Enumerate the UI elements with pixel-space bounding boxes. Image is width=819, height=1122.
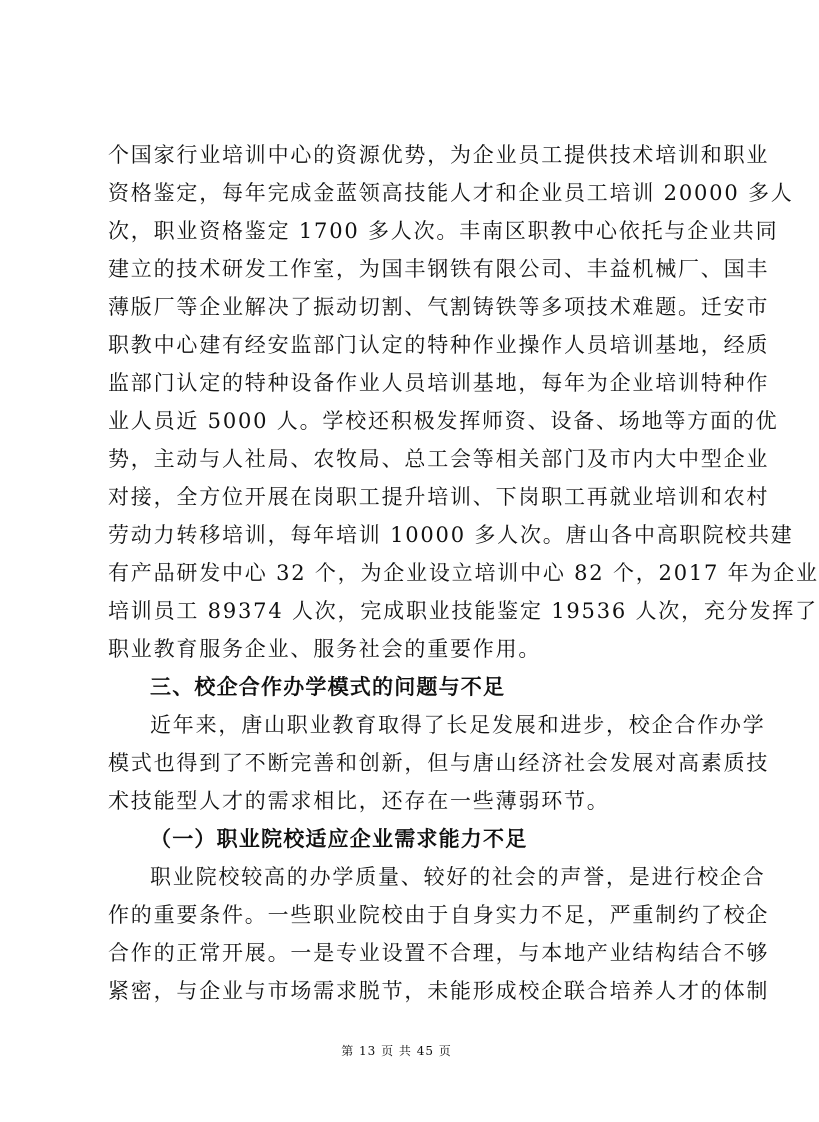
paragraph-line: 个国家行业培训中心的资源优势，为企业员工提供技术培训和职业 (108, 143, 770, 167)
paragraph-line: 对接，全方位开展在岗职工提升培训、下岗职工再就业培训和农村 (108, 485, 770, 509)
paragraph-line: 薄版厂等企业解决了振动切割、气割铸铁等多项技术难题。迁安市 (108, 295, 770, 319)
paragraph-line: 职教中心建有经安监部门认定的特种作业操作人员培训基地，经质 (108, 333, 770, 357)
page-number-footer: 第 13 页 共 45 页 (341, 1044, 452, 1058)
paragraph-line: 劳动力转移培训，每年培训 10000 多人次。唐山各中高职院校共建 (108, 523, 794, 547)
paragraph-line: 合作的正常开展。一是专业设置不合理，与本地产业结构结合不够 (108, 941, 770, 965)
paragraph-line: 模式也得到了不断完善和创新，但与唐山经济社会发展对高素质技 (108, 751, 770, 775)
paragraph-line: 监部门认定的特种设备作业人员培训基地，每年为企业培训特种作 (108, 371, 770, 395)
paragraph-line: 紧密，与企业与市场需求脱节，未能形成校企联合培养人才的体制 (108, 979, 770, 1003)
paragraph-line: 业人员近 5000 人。学校还积极发挥师资、设备、场地等方面的优 (108, 409, 779, 433)
subsection-heading: （一）职业院校适应企业需求能力不足 (150, 826, 528, 851)
paragraph-line: 势，主动与人社局、农牧局、总工会等相关部门及市内大中型企业 (108, 447, 770, 471)
paragraph-line: 培训员工 89374 人次，完成职业技能鉴定 19536 人次，充分发挥了 (108, 599, 818, 623)
paragraph-line: 术技能型人才的需求相比，还存在一些薄弱环节。 (108, 789, 610, 813)
paragraph-line: 作的重要条件。一些职业院校由于自身实力不足，严重制约了校企 (108, 903, 770, 927)
paragraph-line: 资格鉴定，每年完成金蓝领高技能人才和企业员工培训 20000 多人 (108, 181, 794, 205)
paragraph-first-line: 职业院校较高的办学质量、较好的社会的声誉，是进行校企合 (150, 865, 766, 889)
paragraph-line: 有产品研发中心 32 个，为企业设立培训中心 82 个，2017 年为企业 (108, 561, 819, 585)
paragraph-first-line: 近年来，唐山职业教育取得了长足发展和进步，校企合作办学 (150, 713, 766, 737)
body-text (108, 136, 819, 1010)
paragraph-line: 职业教育服务企业、服务社会的重要作用。 (108, 637, 542, 661)
paragraph-line: 建立的技术研发工作室，为国丰钢铁有限公司、丰益机械厂、国丰 (108, 257, 770, 281)
paragraph-line: 次，职业资格鉴定 1700 多人次。丰南区职教中心依托与企业共同 (108, 219, 779, 243)
section-heading: 三、校企合作办学模式的问题与不足 (150, 675, 506, 699)
